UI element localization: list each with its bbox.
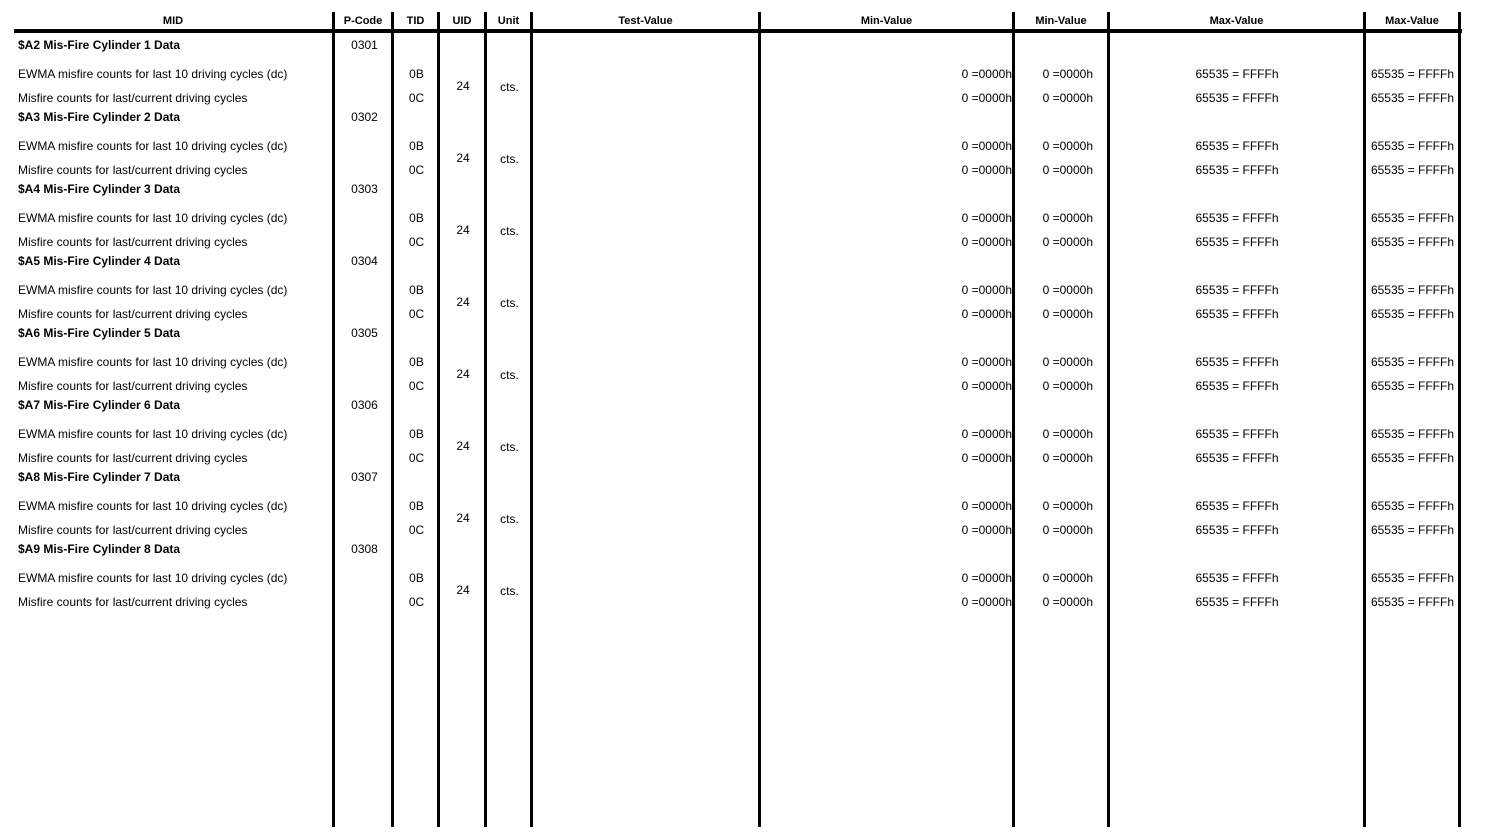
group-uid: 24 — [456, 223, 470, 237]
group-title: $A4 Mis-Fire Cylinder 3 Data — [18, 182, 181, 196]
row-max-value-2: 65535 = FFFFh — [1370, 379, 1454, 393]
row-max-value-1: 65535 = FFFFh — [1195, 451, 1279, 465]
group-title: $A2 Mis-Fire Cylinder 1 Data — [18, 38, 181, 52]
group-unit: cts. — [500, 80, 519, 94]
row-tid: 0B — [409, 67, 424, 81]
row-min-value-2: 0 =0000h — [1042, 595, 1093, 609]
row-tid: 0C — [408, 451, 425, 465]
row-max-value-1: 65535 = FFFFh — [1195, 571, 1279, 585]
row-max-value-2: 65535 = FFFFh — [1370, 283, 1454, 297]
row-tid: 0B — [409, 571, 424, 585]
group-uid: 24 — [456, 295, 470, 309]
row-max-value-1: 65535 = FFFFh — [1195, 139, 1279, 153]
group-pcode: 0301 — [351, 38, 378, 52]
row-max-value-2: 65535 = FFFFh — [1370, 595, 1454, 609]
group-title: $A8 Mis-Fire Cylinder 7 Data — [18, 470, 181, 484]
row-min-value-2: 0 =0000h — [1042, 67, 1093, 81]
header-min-value-2: Min-Value — [1035, 15, 1087, 27]
row-min-value-1: 0 =0000h — [961, 355, 1012, 369]
row-max-value-1: 65535 = FFFFh — [1195, 283, 1279, 297]
row-max-value-1: 65535 = FFFFh — [1195, 163, 1279, 177]
group-uid: 24 — [456, 583, 470, 597]
row-max-value-2: 65535 = FFFFh — [1370, 91, 1454, 105]
row-max-value-2: 65535 = FFFFh — [1370, 451, 1454, 465]
row-min-value-2: 0 =0000h — [1042, 163, 1093, 177]
row-min-value-1: 0 =0000h — [961, 211, 1012, 225]
group-unit: cts. — [500, 584, 519, 598]
row-max-value-1: 65535 = FFFFh — [1195, 67, 1279, 81]
row-tid: 0C — [408, 595, 425, 609]
column-divider — [530, 12, 533, 827]
row-min-value-2: 0 =0000h — [1042, 523, 1093, 537]
row-max-value-1: 65535 = FFFFh — [1195, 427, 1279, 441]
group-uid: 24 — [456, 439, 470, 453]
group-pcode: 0303 — [351, 182, 378, 196]
row-name: Misfire counts for last/current driving cycles — [18, 91, 248, 105]
group-unit: cts. — [500, 512, 519, 526]
row-name: EWMA misfire counts for last 10 driving cycles (dc) — [18, 571, 288, 585]
row-max-value-1: 65535 = FFFFh — [1195, 235, 1279, 249]
row-max-value-1: 65535 = FFFFh — [1195, 595, 1279, 609]
row-min-value-1: 0 =0000h — [961, 595, 1012, 609]
row-min-value-2: 0 =0000h — [1042, 211, 1093, 225]
row-name: EWMA misfire counts for last 10 driving cycles (dc) — [18, 211, 288, 225]
row-max-value-1: 65535 = FFFFh — [1195, 379, 1279, 393]
row-min-value-2: 0 =0000h — [1042, 499, 1093, 513]
row-tid: 0C — [408, 235, 425, 249]
row-min-value-1: 0 =0000h — [961, 379, 1012, 393]
header-underline — [14, 29, 1462, 33]
row-tid: 0B — [409, 355, 424, 369]
column-divider — [1107, 12, 1110, 827]
row-max-value-2: 65535 = FFFFh — [1370, 235, 1454, 249]
group-title: $A5 Mis-Fire Cylinder 4 Data — [18, 254, 181, 268]
row-max-value-2: 65535 = FFFFh — [1370, 139, 1454, 153]
row-max-value-1: 65535 = FFFFh — [1195, 355, 1279, 369]
row-name: EWMA misfire counts for last 10 driving cycles (dc) — [18, 67, 288, 81]
row-name: EWMA misfire counts for last 10 driving cycles (dc) — [18, 283, 288, 297]
row-min-value-1: 0 =0000h — [961, 283, 1012, 297]
row-min-value-1: 0 =0000h — [961, 235, 1012, 249]
group-pcode: 0307 — [351, 470, 378, 484]
row-min-value-1: 0 =0000h — [961, 139, 1012, 153]
column-divider — [332, 12, 335, 827]
row-max-value-1: 65535 = FFFFh — [1195, 523, 1279, 537]
row-name: EWMA misfire counts for last 10 driving cycles (dc) — [18, 499, 288, 513]
header-test-value: Test-Value — [618, 15, 673, 27]
header-uid: UID — [452, 15, 472, 27]
row-name: Misfire counts for last/current driving cycles — [18, 235, 248, 249]
column-divider — [1458, 12, 1461, 827]
row-min-value-2: 0 =0000h — [1042, 91, 1093, 105]
row-min-value-2: 0 =0000h — [1042, 571, 1093, 585]
row-name: Misfire counts for last/current driving cycles — [18, 163, 248, 177]
row-tid: 0B — [409, 211, 424, 225]
row-tid: 0B — [409, 499, 424, 513]
row-max-value-2: 65535 = FFFFh — [1370, 427, 1454, 441]
row-max-value-2: 65535 = FFFFh — [1370, 523, 1454, 537]
group-unit: cts. — [500, 152, 519, 166]
group-title: $A7 Mis-Fire Cylinder 6 Data — [18, 398, 181, 412]
row-max-value-2: 65535 = FFFFh — [1370, 355, 1454, 369]
header-min-value-1: Min-Value — [860, 15, 913, 27]
column-divider — [484, 12, 487, 827]
row-name: EWMA misfire counts for last 10 driving cycles (dc) — [18, 355, 288, 369]
group-title: $A6 Mis-Fire Cylinder 5 Data — [18, 326, 181, 340]
row-min-value-2: 0 =0000h — [1042, 451, 1093, 465]
row-tid: 0B — [409, 139, 424, 153]
row-min-value-2: 0 =0000h — [1042, 307, 1093, 321]
row-name: Misfire counts for last/current driving cycles — [18, 595, 248, 609]
row-name: EWMA misfire counts for last 10 driving cycles (dc) — [18, 139, 288, 153]
group-pcode: 0304 — [351, 254, 378, 268]
row-tid: 0C — [408, 379, 425, 393]
row-max-value-1: 65535 = FFFFh — [1195, 307, 1279, 321]
column-divider — [1363, 12, 1366, 827]
row-max-value-2: 65535 = FFFFh — [1370, 67, 1454, 81]
group-title: $A9 Mis-Fire Cylinder 8 Data — [18, 542, 181, 556]
header-tid: TID — [406, 15, 425, 27]
row-min-value-2: 0 =0000h — [1042, 139, 1093, 153]
column-divider — [758, 12, 761, 827]
group-uid: 24 — [456, 511, 470, 525]
row-name: Misfire counts for last/current driving cycles — [18, 307, 248, 321]
row-max-value-2: 65535 = FFFFh — [1370, 571, 1454, 585]
row-min-value-2: 0 =0000h — [1042, 427, 1093, 441]
group-uid: 24 — [456, 367, 470, 381]
row-max-value-2: 65535 = FFFFh — [1370, 307, 1454, 321]
group-pcode: 0308 — [351, 542, 378, 556]
column-divider — [1012, 12, 1015, 827]
group-unit: cts. — [500, 224, 519, 238]
group-pcode: 0306 — [351, 398, 378, 412]
group-uid: 24 — [456, 151, 470, 165]
group-title: $A3 Mis-Fire Cylinder 2 Data — [18, 110, 181, 124]
row-min-value-2: 0 =0000h — [1042, 355, 1093, 369]
row-tid: 0C — [408, 163, 425, 177]
row-name: EWMA misfire counts for last 10 driving cycles (dc) — [18, 427, 288, 441]
header-mid: MID — [162, 15, 184, 27]
group-pcode: 0305 — [351, 326, 378, 340]
row-max-value-1: 65535 = FFFFh — [1195, 211, 1279, 225]
row-min-value-1: 0 =0000h — [961, 163, 1012, 177]
group-unit: cts. — [500, 440, 519, 454]
header-max-value-2: Max-Value — [1385, 15, 1439, 27]
row-tid: 0C — [408, 307, 425, 321]
row-min-value-1: 0 =0000h — [961, 91, 1012, 105]
row-min-value-1: 0 =0000h — [961, 523, 1012, 537]
row-tid: 0B — [409, 427, 424, 441]
header-unit: Unit — [497, 15, 520, 27]
header-max-value-1: Max-Value — [1209, 15, 1264, 27]
row-min-value-2: 0 =0000h — [1042, 235, 1093, 249]
row-min-value-2: 0 =0000h — [1042, 379, 1093, 393]
row-min-value-2: 0 =0000h — [1042, 283, 1093, 297]
row-min-value-1: 0 =0000h — [961, 571, 1012, 585]
row-max-value-2: 65535 = FFFFh — [1370, 163, 1454, 177]
row-tid: 0C — [408, 523, 425, 537]
row-tid: 0C — [408, 91, 425, 105]
row-name: Misfire counts for last/current driving cycles — [18, 379, 248, 393]
row-min-value-1: 0 =0000h — [961, 307, 1012, 321]
row-min-value-1: 0 =0000h — [961, 451, 1012, 465]
row-max-value-2: 65535 = FFFFh — [1370, 499, 1454, 513]
header-pcode: P-Code — [343, 15, 383, 27]
group-uid: 24 — [456, 79, 470, 93]
group-unit: cts. — [500, 296, 519, 310]
row-name: Misfire counts for last/current driving cycles — [18, 523, 248, 537]
row-min-value-1: 0 =0000h — [961, 499, 1012, 513]
row-max-value-1: 65535 = FFFFh — [1195, 499, 1279, 513]
row-min-value-1: 0 =0000h — [961, 67, 1012, 81]
row-tid: 0B — [409, 283, 424, 297]
group-unit: cts. — [500, 368, 519, 382]
column-divider — [437, 12, 440, 827]
row-max-value-1: 65535 = FFFFh — [1195, 91, 1279, 105]
row-max-value-2: 65535 = FFFFh — [1370, 211, 1454, 225]
group-pcode: 0302 — [351, 110, 378, 124]
row-name: Misfire counts for last/current driving cycles — [18, 451, 248, 465]
column-divider — [391, 12, 394, 827]
row-min-value-1: 0 =0000h — [961, 427, 1012, 441]
